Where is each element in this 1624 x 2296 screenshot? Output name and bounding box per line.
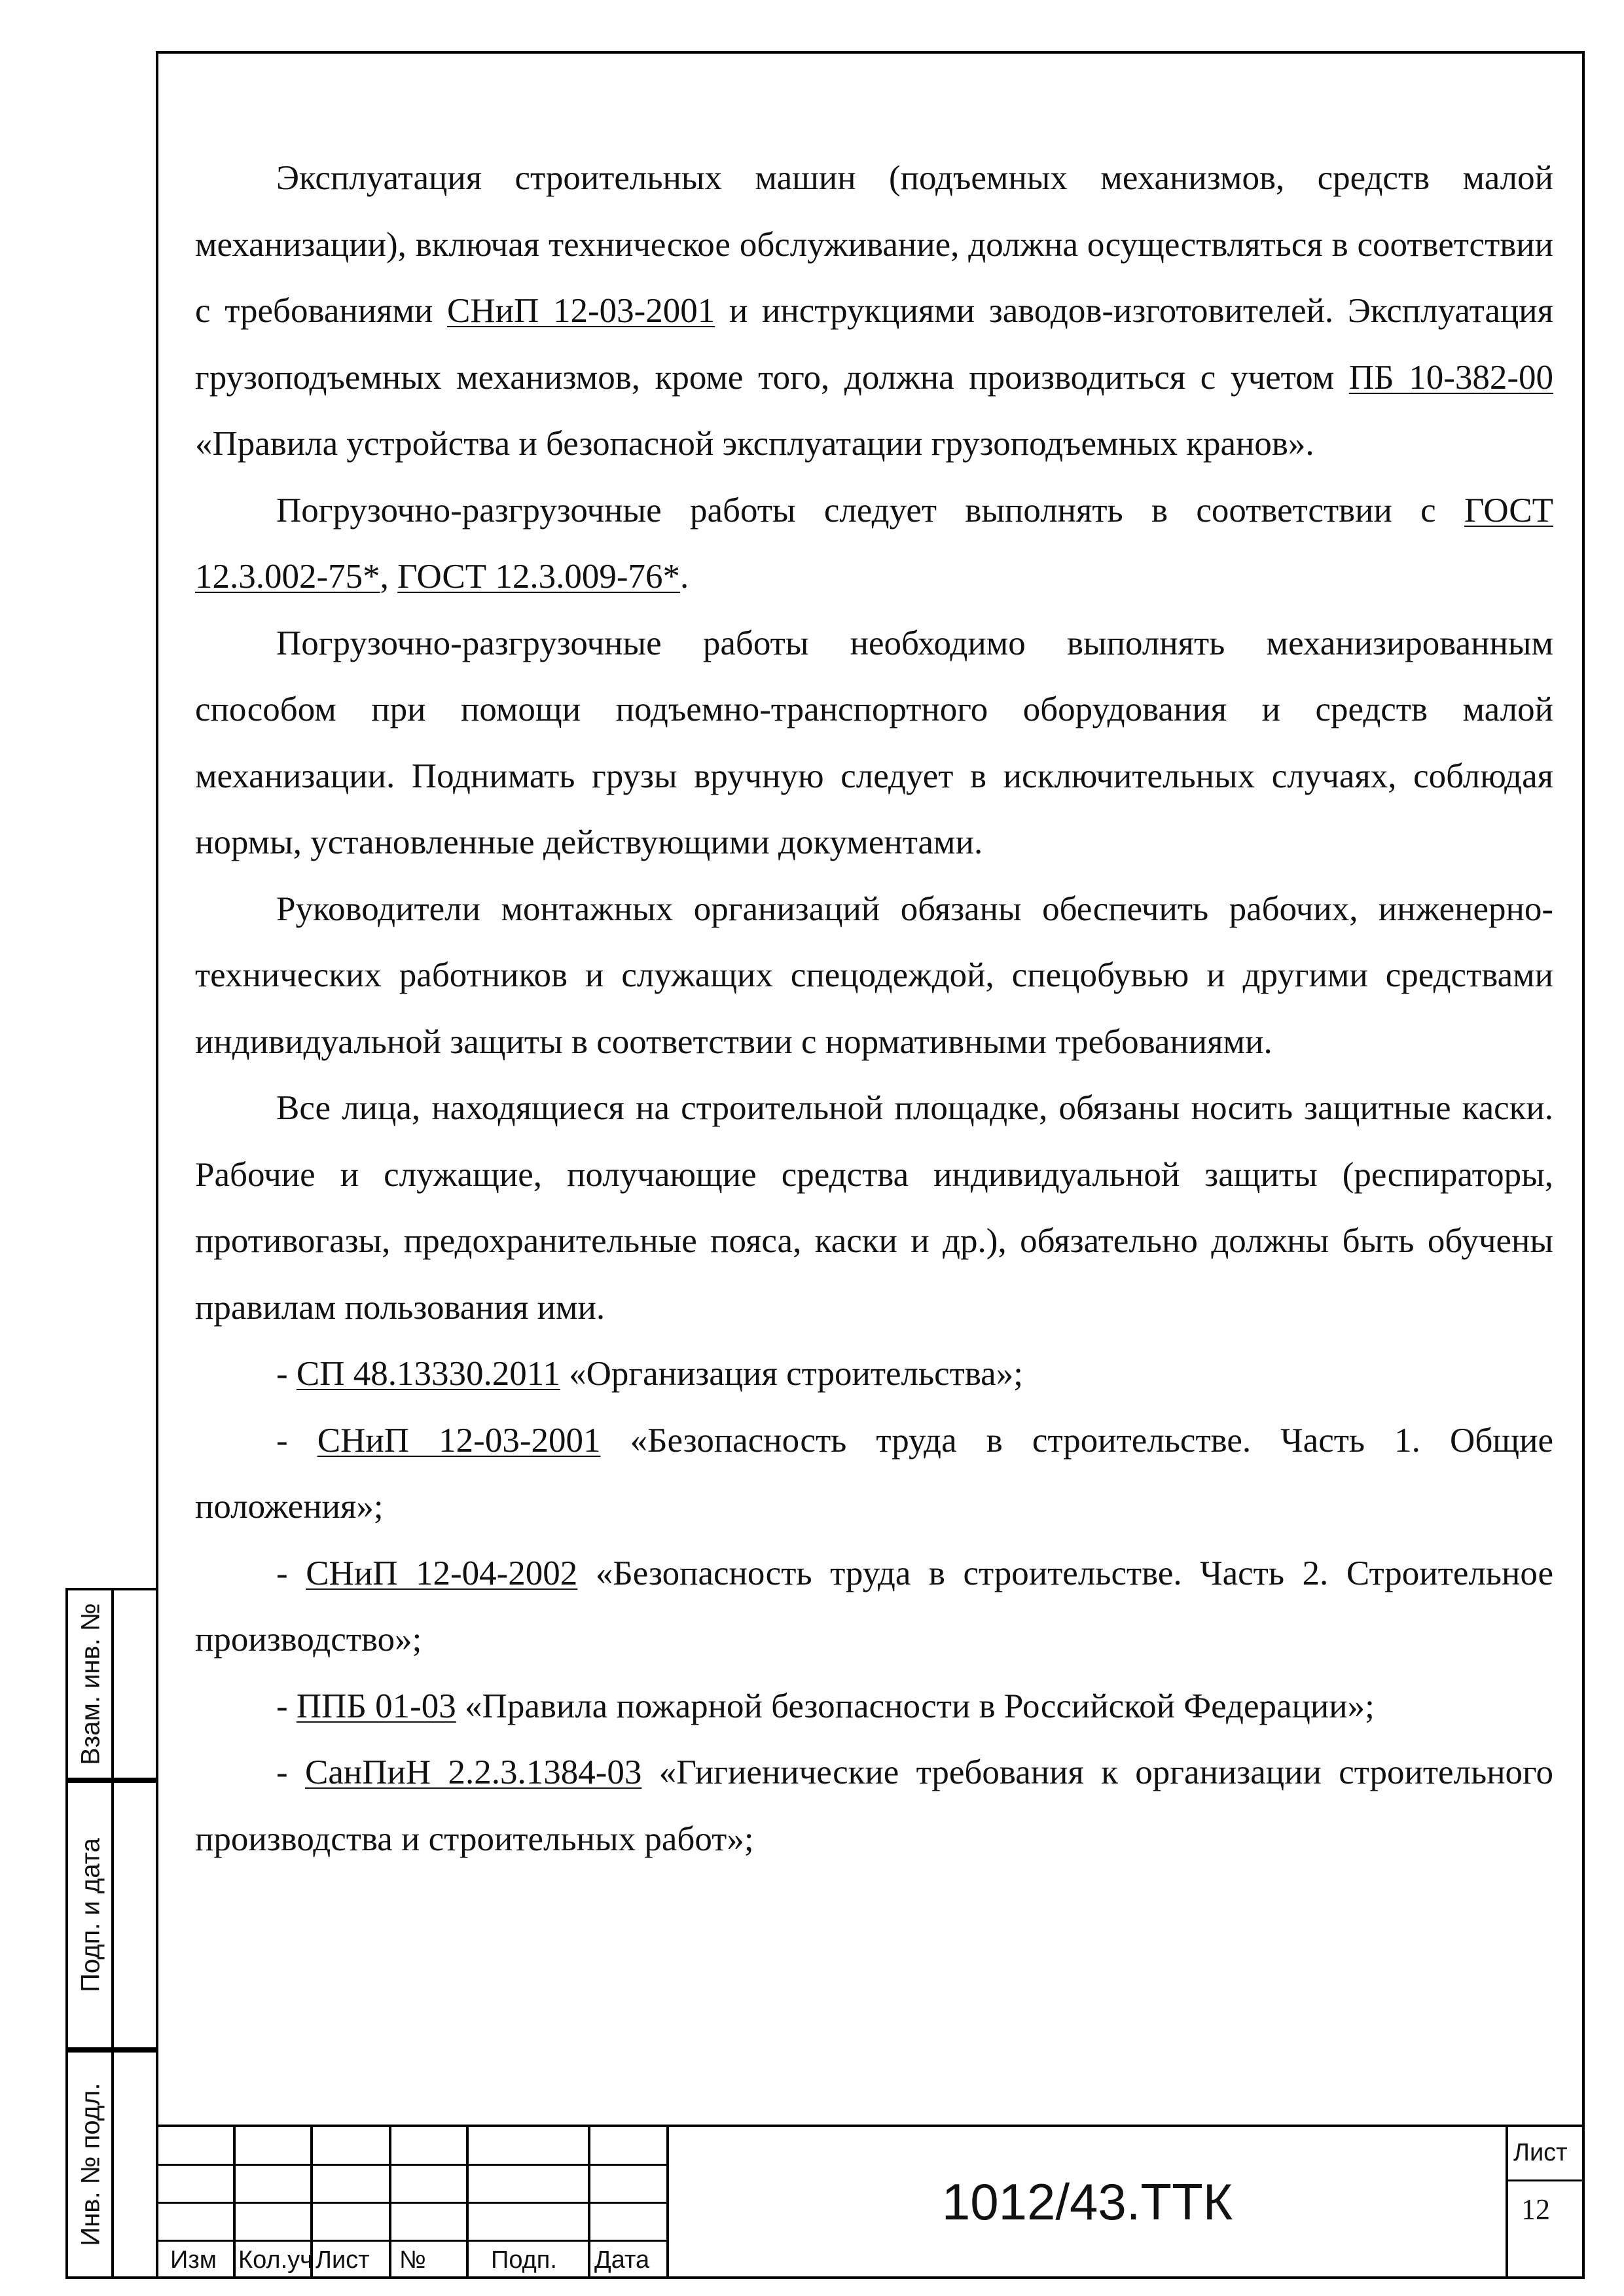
list-item [195,1674,1553,1740]
paragraph-text: , [380,558,398,596]
document-reference-link[interactable]: СНиП 12-03-2001 [317,1421,601,1460]
paragraph-text: «Правила пожарной безопасности в Российской Федерации»; [456,1687,1375,1725]
paragraph-text: Все лица, находящиеся на строительной площадке, обязаны носить защитные каски. Рабочие и служащие, получающие средства индивидуальной защиты (респираторы, противогазы, предохранительные пояса, каски и др.), обязательно должны быть обучены правилам пользования ими. [195,1089,1553,1327]
title-block [156,2125,1585,2279]
document-code: 1012/43.ТТК [941,2172,1233,2231]
paragraph [195,611,1553,876]
paragraph-text: - [276,1687,297,1725]
paragraph-text: «Организация строительства»; [560,1355,1023,1393]
paragraph-text: - [276,1421,317,1460]
paragraph-text: - [276,1554,306,1592]
paragraph [195,1075,1553,1341]
list-item [195,1541,1553,1674]
paragraph-text: Погрузочно-разгрузочные работы необходимо выполнять механизированным способом при помощи подъемно-транспортного оборудования и средств малой механизации. Поднимать грузы вручную следует в исключительных случаях, соблюдая нормы, установленные действующими документами. [195,624,1553,861]
list-item [195,1341,1553,1408]
paragraph-text: Эксплуатация строительных машин (подъемных механизмов, средств малой механизации), включая техническое обслуживание, должна осуществляться в соответствии с требованиями [195,159,1553,330]
paragraph-text: - [276,1355,297,1393]
list-item [195,1740,1553,1873]
side-field-zam [65,1588,156,1780]
paragraph-text: «Безопасность труда в строительстве. Часть 2. Строительное производство»; [195,1554,1553,1659]
paragraph [195,145,1553,478]
document-reference-link[interactable]: СНиП 12-03-2001 [447,292,715,330]
stamp-col-kolich: Кол.уч [238,2246,313,2274]
document-reference-link[interactable]: ППБ 01-03 [296,1687,456,1725]
document-reference-link[interactable]: СанПиН 2.2.3.1384-03 [305,1753,642,1791]
document-reference-link[interactable]: СП 48.13330.2011 [296,1355,560,1393]
paragraph-text: и инструкциями заводов-изготовителей. Эксплуатация грузоподъемных механизмов, кроме того, должна производиться с учетом [195,292,1554,397]
stamp-col-izm: Изм [170,2246,217,2274]
side-label-inv: Инв. № подл. [76,2083,105,2246]
paragraph-text: . [680,558,689,596]
document-reference-link[interactable]: ПБ 10-382-00 [1348,358,1553,397]
sheet-number: 12 [1521,2193,1550,2225]
side-label-podp: Подп. и дата [76,1838,105,1992]
document-reference-link[interactable]: СНиП 12-04-2002 [306,1554,578,1592]
paragraph-text: Руководители монтажных организаций обязаны обеспечить рабочих, инженерно-технических работников и служащих спецодеждой, спецобувью и другими средствами индивидуальной защиты в соответствии с нормативными требованиями. [195,889,1553,1061]
side-field-inv [65,2050,156,2279]
paragraph-text: «Гигиенические требования к организации строительного производства и строительных работ»; [195,1753,1553,1858]
paragraph-text: «Правила устройства и безопасной эксплуатации грузоподъемных кранов». [195,425,1314,463]
sheet-label: Лист [1513,2139,1568,2166]
stamp-col-podp: Подп. [491,2246,557,2274]
paragraph-text: «Безопасность труда в строительстве. Часть 1. Общие положения»; [195,1421,1553,1526]
document-body [195,145,1553,1873]
document-reference-link[interactable]: ГОСТ 12.3.009-76* [397,558,681,596]
list-item [195,1408,1553,1541]
document-reference-link[interactable]: ГОСТ 12.3.002-75* [195,491,1553,596]
stamp-col-data: Дата [594,2246,650,2274]
side-field-podp [65,1780,156,2050]
stamp-col-nomer: № [399,2246,426,2274]
paragraph [195,478,1553,611]
side-label-zam: Взам. инв. № [76,1603,105,1765]
paragraph-text: - [276,1753,305,1791]
stamp-col-list: Лист [316,2246,370,2274]
paragraph-text: Погрузочно-разгрузочные работы следует выполнять в соответствии с [276,491,1465,529]
paragraph [195,876,1553,1076]
